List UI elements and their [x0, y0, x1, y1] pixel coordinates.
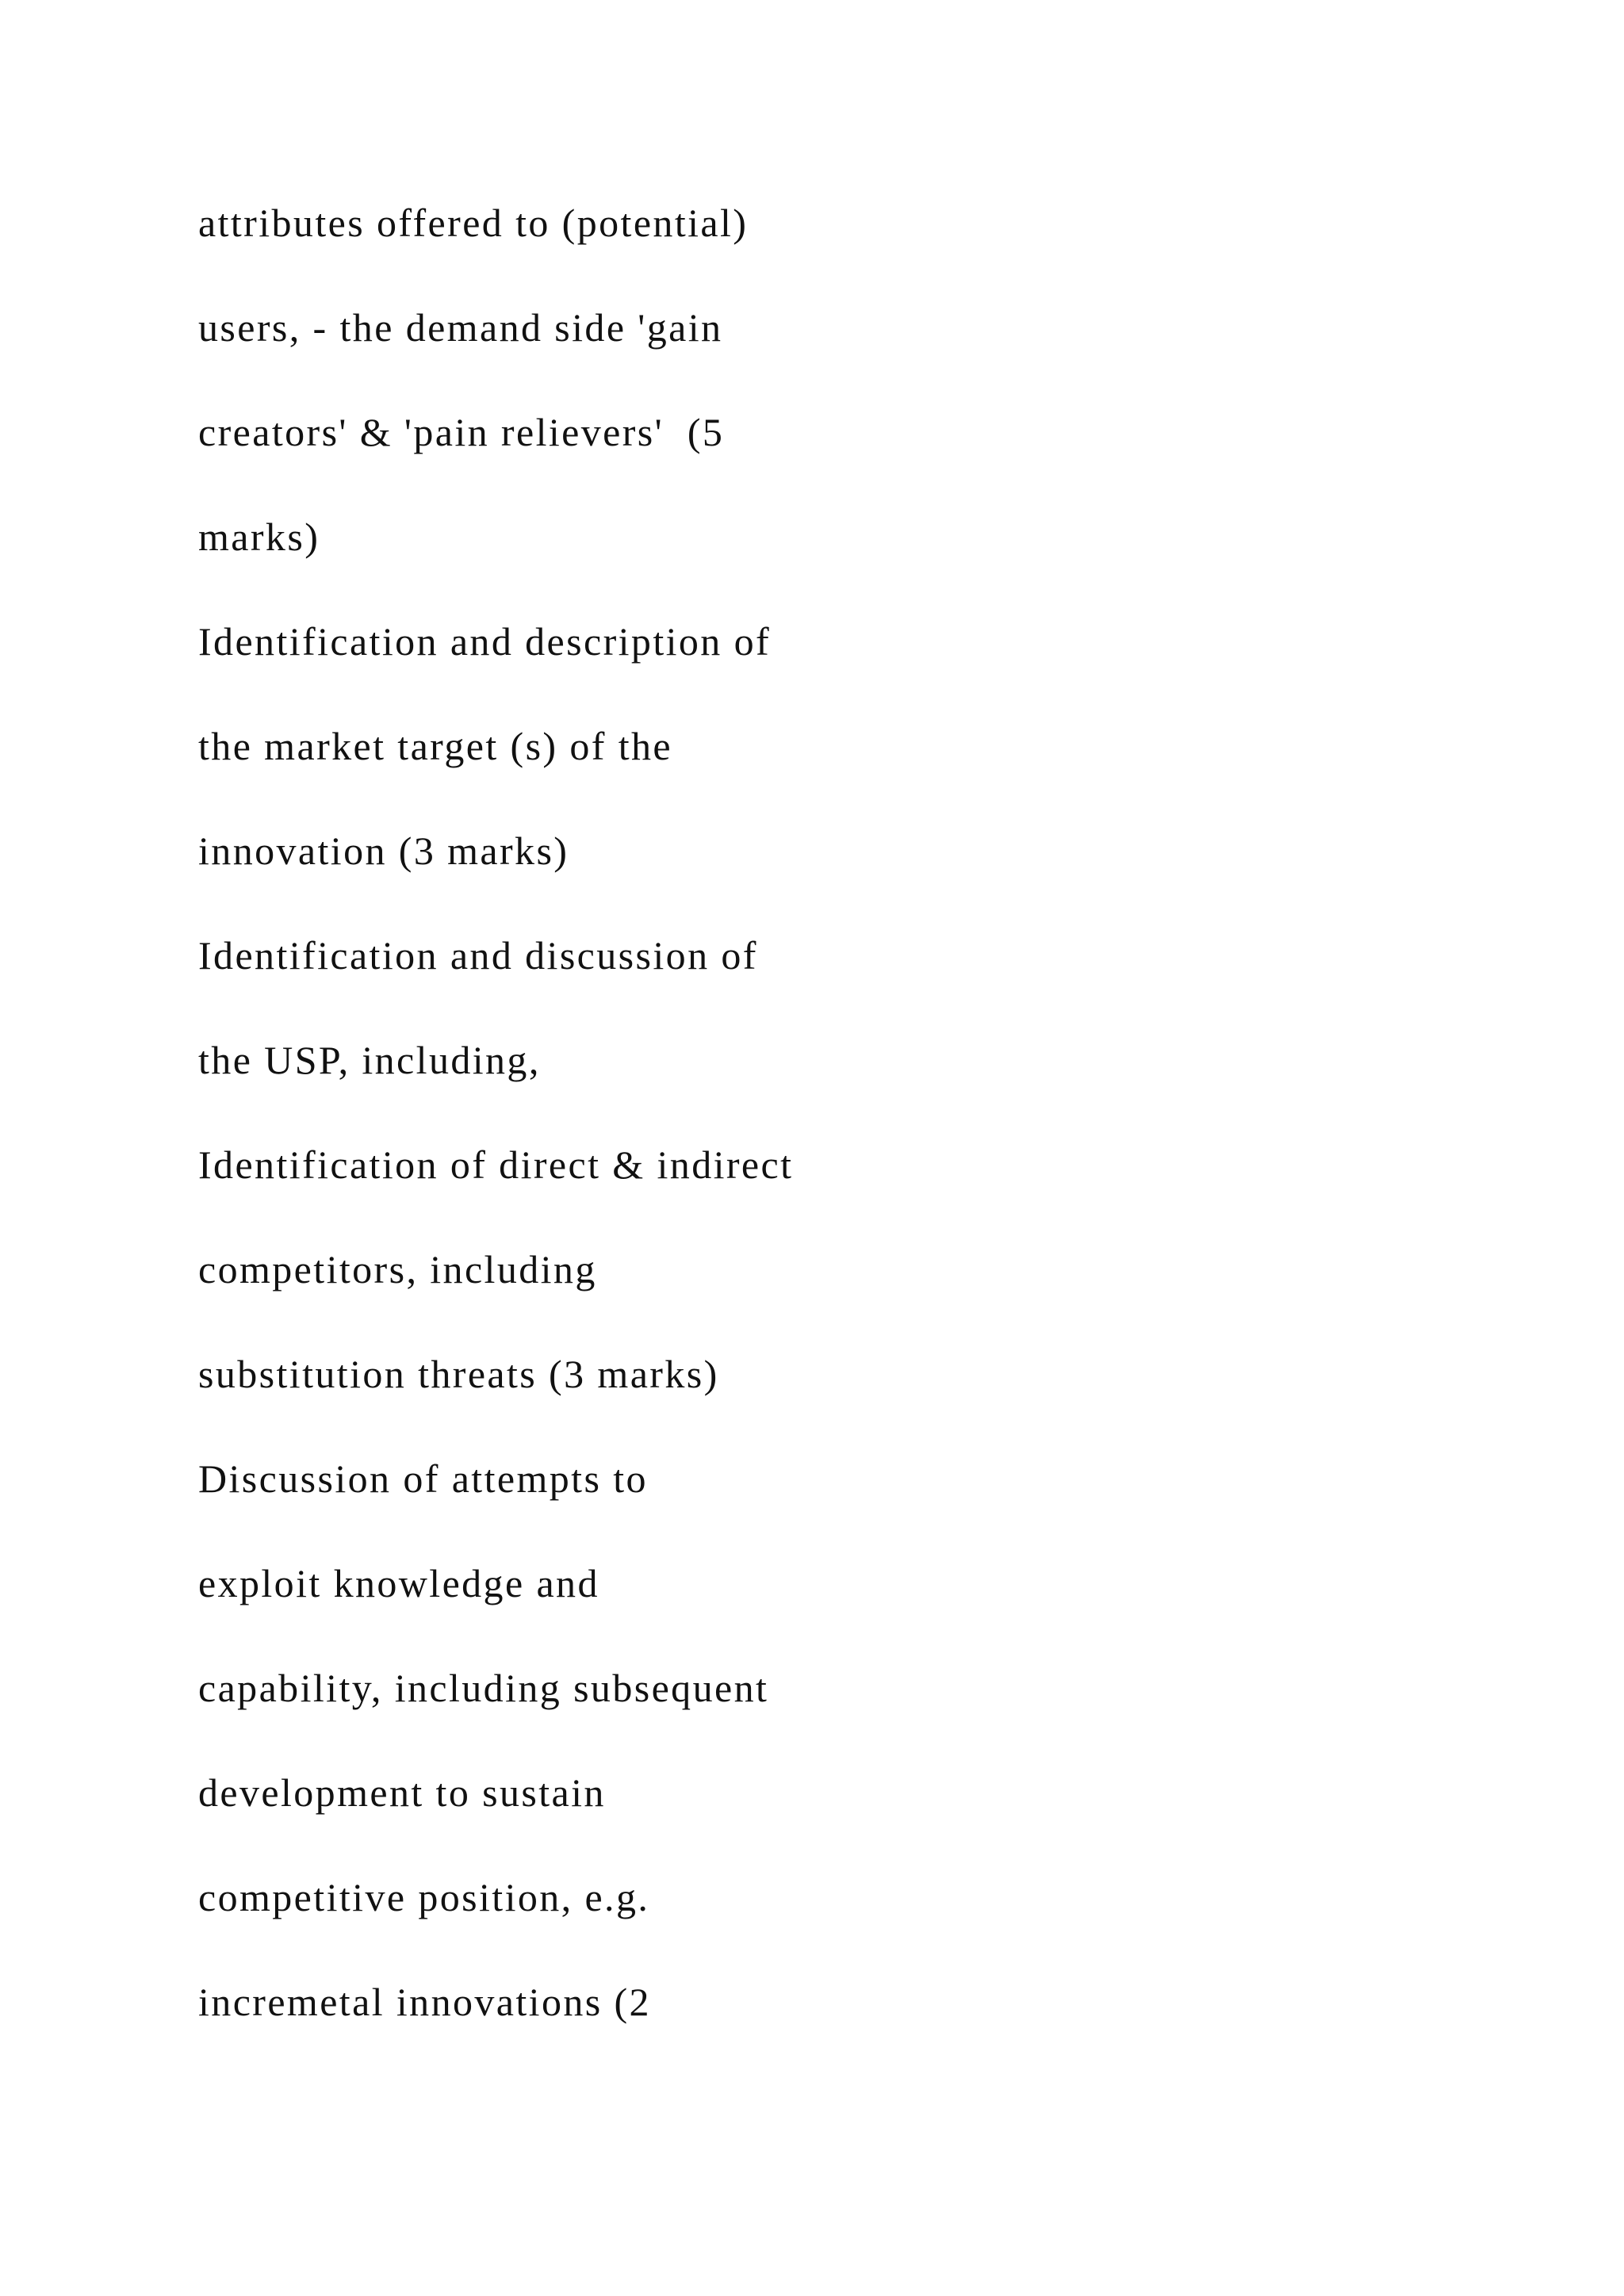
document-text: [198, 186, 1388, 2070]
text-line: Identification and discussion of: [198, 933, 758, 978]
text-line: users, - the demand side 'gain: [198, 305, 723, 350]
text-line: creators' & 'pain relievers' (5: [198, 410, 725, 454]
text-line: incremetal innovations (2: [198, 1980, 651, 2024]
text-line: attributes offered to (potential): [198, 201, 749, 245]
text-line: innovation (3 marks): [198, 828, 569, 873]
text-line: Discussion of attempts to: [198, 1456, 648, 1501]
text-line: competitive position, e.g.: [198, 1875, 650, 1919]
text-line: competitors, including: [198, 1247, 597, 1292]
text-line: substitution threats (3 marks): [198, 1352, 719, 1396]
text-line: capability, including subsequent: [198, 1666, 769, 1710]
text-line: the USP, including,: [198, 1038, 541, 1082]
text-line: exploit knowledge and: [198, 1561, 599, 1605]
text-line: Identification of direct & indirect: [198, 1142, 794, 1187]
text-line: marks): [198, 515, 320, 559]
text-line: development to sustain: [198, 1770, 606, 1815]
text-line: Identification and description of: [198, 619, 772, 664]
text-line: the market target (s) of the: [198, 724, 673, 768]
